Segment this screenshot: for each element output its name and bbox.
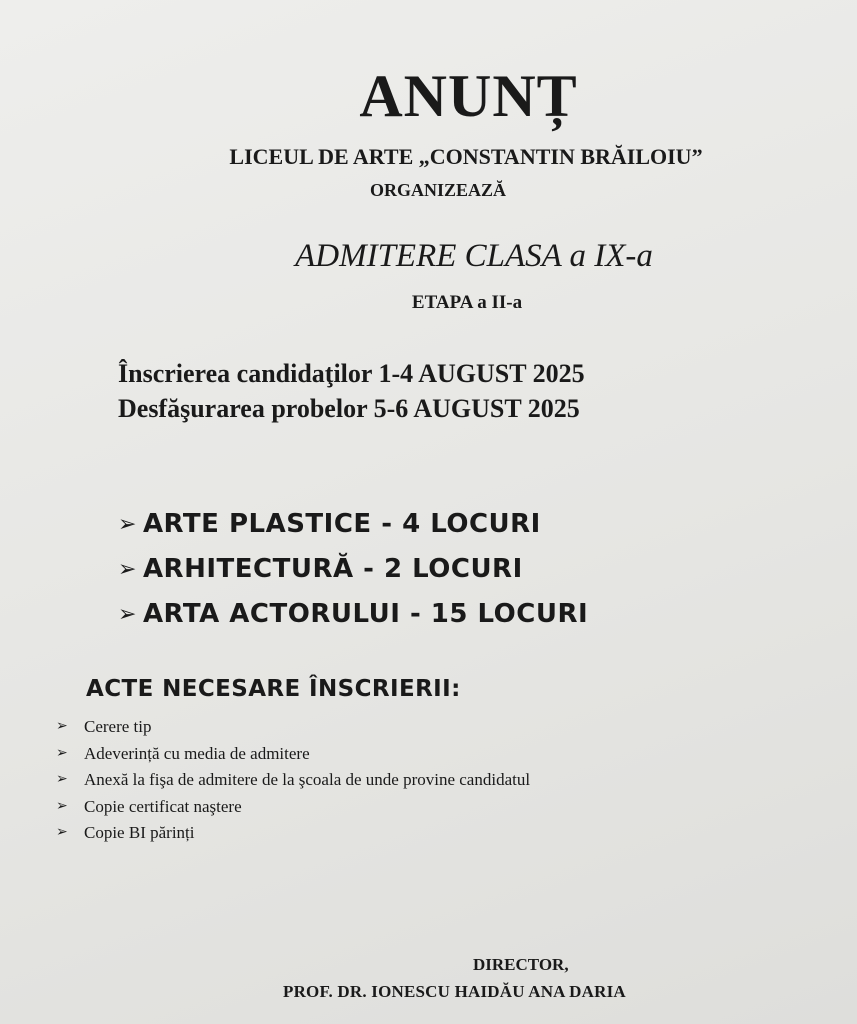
arrow-bullet-icon: ➢ xyxy=(56,798,68,814)
program-label: ARHITECTURĂ - 2 LOCURI xyxy=(142,554,523,584)
arrow-bullet-icon: ➢ xyxy=(118,557,137,582)
doc-label: Adeverință cu media de admitere xyxy=(84,743,310,763)
program-label: ARTA ACTORULUI - 15 LOCURI xyxy=(142,599,589,629)
arrow-bullet-icon: ➢ xyxy=(56,745,68,761)
list-item xyxy=(118,502,588,547)
program-label: ARTE PLASTICE - 4 LOCURI xyxy=(142,509,541,539)
stage-label: ETAPA a II-a xyxy=(411,292,523,313)
required-docs-list xyxy=(56,714,530,847)
list-item xyxy=(56,714,530,741)
list-item xyxy=(56,794,530,821)
arrow-bullet-icon: ➢ xyxy=(118,602,137,627)
arrow-bullet-icon: ➢ xyxy=(118,512,137,537)
admission-heading: ADMITERE CLASA a IX-a xyxy=(295,238,653,274)
signature-role: DIRECTOR, xyxy=(473,955,569,974)
doc-label: Copie BI părinți xyxy=(84,823,195,842)
organizes-line: ORGANIZEAZĂ xyxy=(369,180,507,200)
doc-label: Anexă la fişa de admitere de la şcoala de unde provine candidatul xyxy=(84,770,531,789)
list-item xyxy=(118,547,588,592)
exam-dates: Desfăşurarea probelor 5-6 AUGUST 2025 xyxy=(118,394,580,423)
required-docs-heading: ACTE NECESARE ÎNSCRIERII: xyxy=(86,676,461,702)
signature-name: PROF. DR. IONESCU HAIDĂU ANA DARIA xyxy=(283,982,626,1001)
schedule xyxy=(118,356,585,426)
programs-list xyxy=(118,502,588,637)
school-name: LICEUL DE ARTE „CONSTANTIN BRĂILOIU” xyxy=(229,144,703,169)
registration-dates: Înscrierea candidaţilor 1-4 AUGUST 2025 xyxy=(118,359,585,388)
arrow-bullet-icon: ➢ xyxy=(56,825,68,840)
list-item xyxy=(56,741,530,768)
list-item xyxy=(56,767,530,794)
arrow-bullet-icon: ➢ xyxy=(56,772,68,787)
doc-label: Copie certificat naştere xyxy=(84,796,242,816)
page-title: ANUNȚ xyxy=(359,63,578,129)
list-item xyxy=(118,592,588,637)
arrow-bullet-icon: ➢ xyxy=(56,719,68,734)
doc-label: Cerere tip xyxy=(84,717,152,736)
list-item xyxy=(56,820,530,847)
